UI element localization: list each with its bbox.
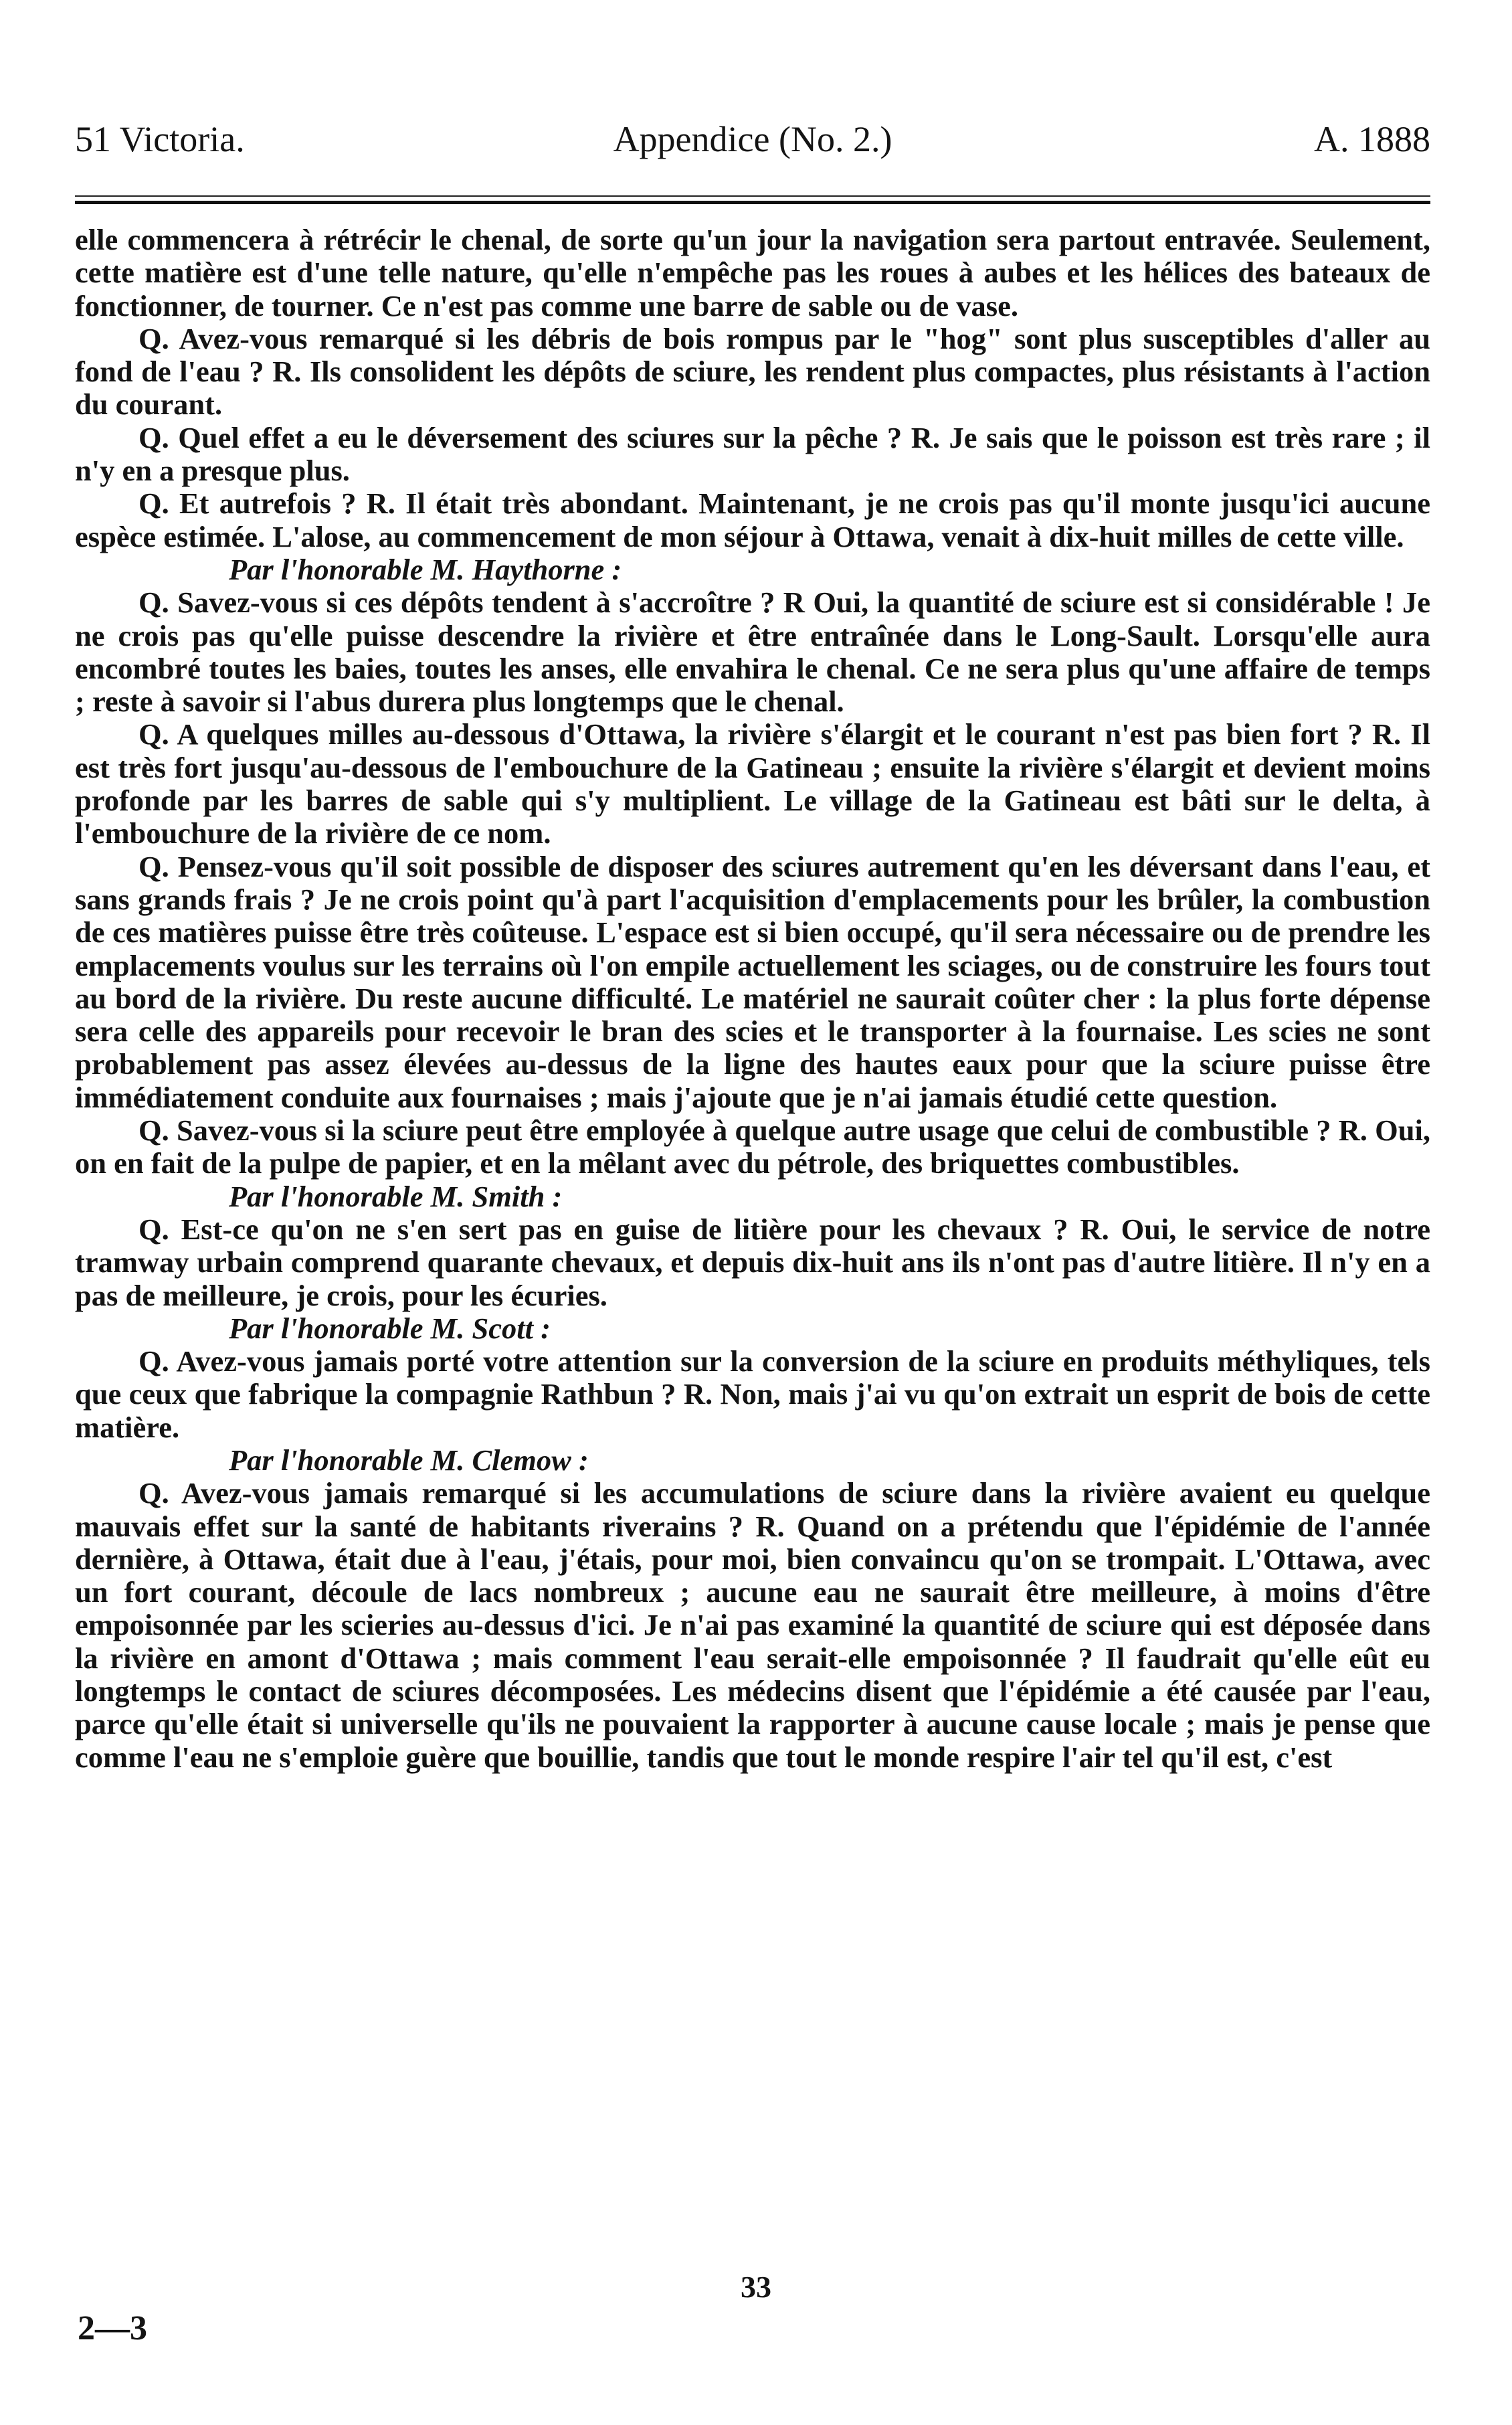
question-answer: Q. Avez-vous jamais remarqué si les accumulations de sciure dans la rivière avaient eu quelque mauvais effet sur la santé de habitants riverains ? R. Quand on a prétendu que l'épidémie de l'année dernière, à Ottawa, était due à l'eau, j'étais, pour moi, bien convaincu qu'on se trompait. L'Ottawa, avec un fort courant, découle de lacs nombreux ; aucune eau ne saurait être meilleure, à moins d'être empoisonnée par les scieries au-dessus d'ici. Je n'ai pas examiné la quantité de sciure qui est déposée dans la rivière en amont d'Ottawa ; mais comment l'eau serait-elle empoisonnée ? Il faudrait qu'elle eût eu longtemps le contact de sciures décomposées. Les médecins disent que l'épidémie a été causée par l'eau, parce qu'elle était si universelle qu'ils ne pouvaient la rapporter à aucune cause locale ; mais je pense que comme l'eau ne s'emploie guère que bouillie, tandis que tout le monde respire l'air tel qu'il est, c'est <box>75 1476 1430 1774</box>
running-header <box>75 112 1430 166</box>
header-session: 51 Victoria. <box>75 119 245 159</box>
header-appendix: Appendice (No. 2.) <box>613 119 892 159</box>
question-answer: Q. Quel effet a eu le déversement des sciures sur la pêche ? R. Je sais que le poisson est très rare ; il n'y en a presque plus. <box>75 420 1430 488</box>
page-number: 33 <box>741 2270 771 2304</box>
speaker-heading-smith: Par l'honorable M. Smith : <box>229 1179 563 1213</box>
question-answer: Q. Pensez-vous qu'il soit possible de disposer des sciures autrement qu'en les déversant dans l'eau, et sans grands frais ? Je ne crois point qu'à part l'acquisition d'emplacements pour les brûler, la combustion de ces matières puisse être très coûteuse. L'espace est si bien occupé, qu'il sera nécessaire ou de prendre les emplacements voulus sur les terrains où l'on empile actuellement les sciages, ou de construire les fours tout au bord de la rivière. Du reste aucune difficulté. Le matériel ne saurait coûter cher : la plus forte dépense sera celle des appareils pour recevoir le bran des scies et le transporter à la fournaise. Les scies ne sont probablement pas assez élevées au-dessus de la ligne des hautes eaux pour que la sciure puisse être immédiatement conduite aux fournaises ; mais j'ajoute que je n'ai jamais étudié cette question. <box>75 849 1430 1114</box>
paragraph: elle commencera à rétrécir le chenal, de sorte qu'un jour la navigation sera partout entravée. Seulement, cette matière est d'une telle nature, qu'elle n'empêche pas les roues à aubes et les hélices des bateaux de fonctionner, de tourner. Ce n'est pas comme une barre de sable ou de vase. <box>75 223 1430 323</box>
question-answer: Q. A quelques milles au-dessous d'Ottawa, la rivière s'élargit et le courant n'est pas bien fort ? R. Il est très fort jusqu'au-dessous de l'embouchure de la Gatineau ; ensuite la rivière s'élargit et devient moins profonde par les barres de sable qui s'y multiplient. Le village de la Gatineau est bâti sur le delta, à l'embouchure de la rivière de ce nom. <box>75 717 1430 850</box>
question-answer: Q. Et autrefois ? R. Il était très abondant. Maintenant, je ne crois pas qu'il monte jusqu'ici aucune espèce estimée. L'alose, au commencement de mon séjour à Ottawa, venait à dix-huit milles de cette ville. <box>75 486 1430 553</box>
signature-mark: 2—3 <box>78 2309 147 2347</box>
body-text <box>75 223 1430 1774</box>
question-answer: Q. Savez-vous si la sciure peut être employée à quelque autre usage que celui de combustible ? R. Oui, on en fait de la pulpe de papier, et en la mêlant avec du pétrole, des briquettes combustibles. <box>75 1113 1430 1180</box>
question-answer: Q. Avez-vous jamais porté votre attention sur la conversion de la sciure en produits méthyliques, tels que ceux que fabrique la compagnie Rathbun ? R. Non, mais j'ai vu qu'on extrait un esprit de bois de cette matière. <box>75 1344 1430 1444</box>
speaker-heading-clemow: Par l'honorable M. Clemow : <box>229 1443 589 1477</box>
speaker-heading-scott: Par l'honorable M. Scott : <box>229 1311 551 1345</box>
question-answer: Q. Est-ce qu'on ne s'en sert pas en guise de litière pour les chevaux ? R. Oui, le service de notre tramway urbain comprend quarante chevaux, et depuis dix-huit ans ils n'ont pas d'autre litière. Il n'y en a pas de meilleure, je crois, pour les écuries. <box>75 1212 1430 1312</box>
speaker-heading-haythorne: Par l'honorable M. Haythorne : <box>229 552 622 586</box>
header-year: A. 1888 <box>1314 119 1430 159</box>
header-rule-thick <box>75 201 1430 204</box>
question-answer: Q. Avez-vous remarqué si les débris de bois rompus par le "hog" sont plus susceptibles d'aller au fond de l'eau ? R. Ils consolident les dépôts de sciure, les rendent plus compactes, plus résistants à l'action du courant. <box>75 321 1430 422</box>
header-rule-thin <box>75 195 1430 197</box>
question-answer: Q. Savez-vous si ces dépôts tendent à s'accroître ? R Oui, la quantité de sciure est si considérable ! Je ne crois pas qu'elle puisse descendre la rivière et être entraînée dans le Long-Sault. Lorsqu'elle aura encombré toutes les baies, toutes les anses, elle envahira le chenal. Ce ne sera plus qu'une affaire de temps ; reste à savoir si l'abus durera plus longtemps que le chenal. <box>75 586 1430 719</box>
